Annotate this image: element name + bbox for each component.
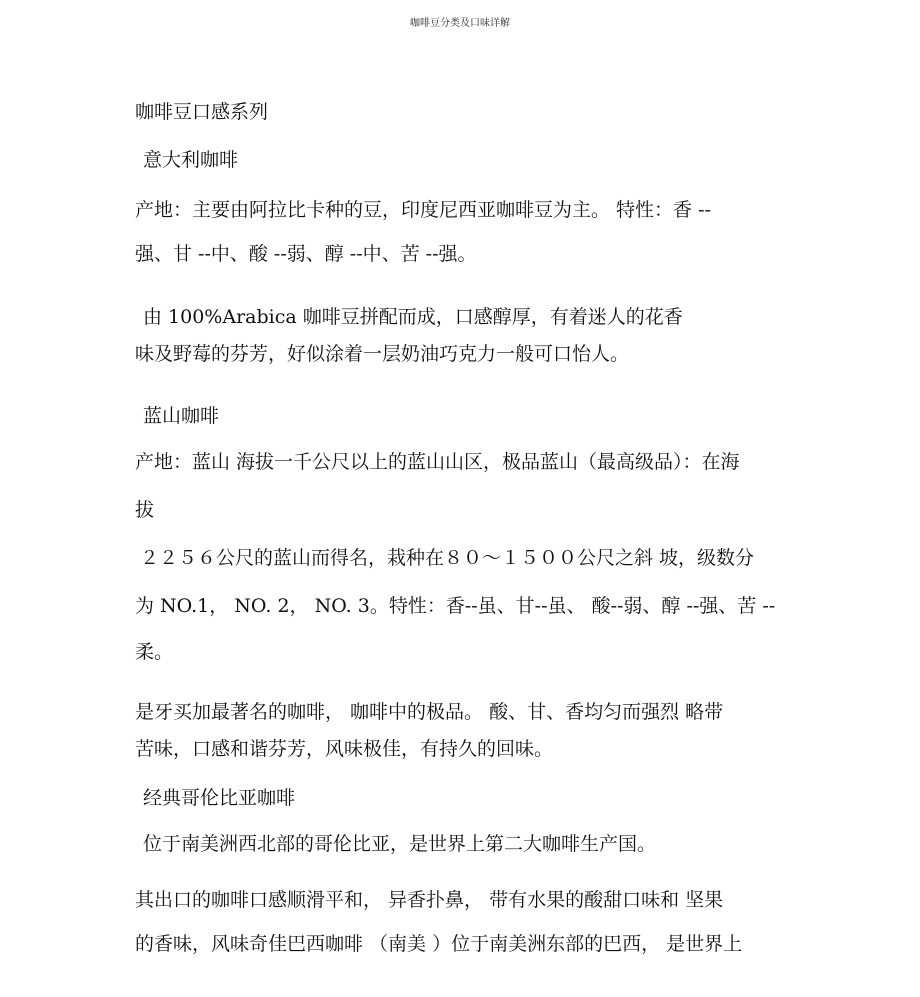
italian-description-line-2: 味及野莓的芬芳，好似涂着一层奶油巧克力一般可口怡人。 <box>135 343 630 365</box>
italian-origin-line: 产地：主要由阿拉比卡种的豆，印度尼西亚咖啡豆为主。 特性：香 -- <box>135 199 711 221</box>
colombia-description-line-2: 的香味，风味奇佳巴西咖啡 （南美 ）位于南美洲东部的巴西， 是世界上 <box>135 933 743 955</box>
blue-mountain-traits-end: 柔。 <box>135 641 174 663</box>
blue-mountain-description-line-2: 苦味，口感和谐芬芳，风味极佳，有持久的回味。 <box>135 738 554 760</box>
section-title-italian-coffee: 意大利咖啡 <box>143 149 239 171</box>
blue-mountain-origin-line: 产地：蓝山 海拔一千公尺以上的蓝山山区，极品蓝山（最高级品）：在海 <box>135 451 740 473</box>
blue-mountain-origin-line-wrap: 拔 <box>135 499 155 521</box>
blue-mountain-description-line-1: 是牙买加最著名的咖啡， 咖啡中的极品。 酸、甘、香均匀而强烈 略带 <box>135 701 724 723</box>
blue-mountain-altitude-line: ２２５６公尺的蓝山而得名，栽种在８０～１５００公尺之斜 坡，级数分 <box>140 547 755 569</box>
colombia-description-line-1: 其出口的咖啡口感顺滑平和， 异香扑鼻， 带有水果的酸甜口味和 坚果 <box>135 889 724 911</box>
blue-mountain-grade-line: 为 NO.1， NO. 2， NO. 3。特性：香--虽、甘--虽、 酸--弱、醇 --强、苦 -- <box>135 595 776 617</box>
page-header: 咖啡豆分类及口味详解 <box>410 18 510 29</box>
colombia-location-line: 位于南美洲西北部的哥伦比亚，是世界上第二大咖啡生产国。 <box>143 833 657 855</box>
section-title-colombia: 经典哥伦比亚咖啡 <box>143 787 296 809</box>
italian-traits-line: 强、甘 --中、酸 --弱、醇 --中、苦 --强。 <box>135 243 477 265</box>
document-heading: 咖啡豆口感系列 <box>135 101 269 123</box>
italian-description-line-1: 由 100%Arabica 咖啡豆拼配而成，口感醇厚，有着迷人的花香 <box>143 306 683 328</box>
section-title-blue-mountain: 蓝山咖啡 <box>143 405 220 427</box>
